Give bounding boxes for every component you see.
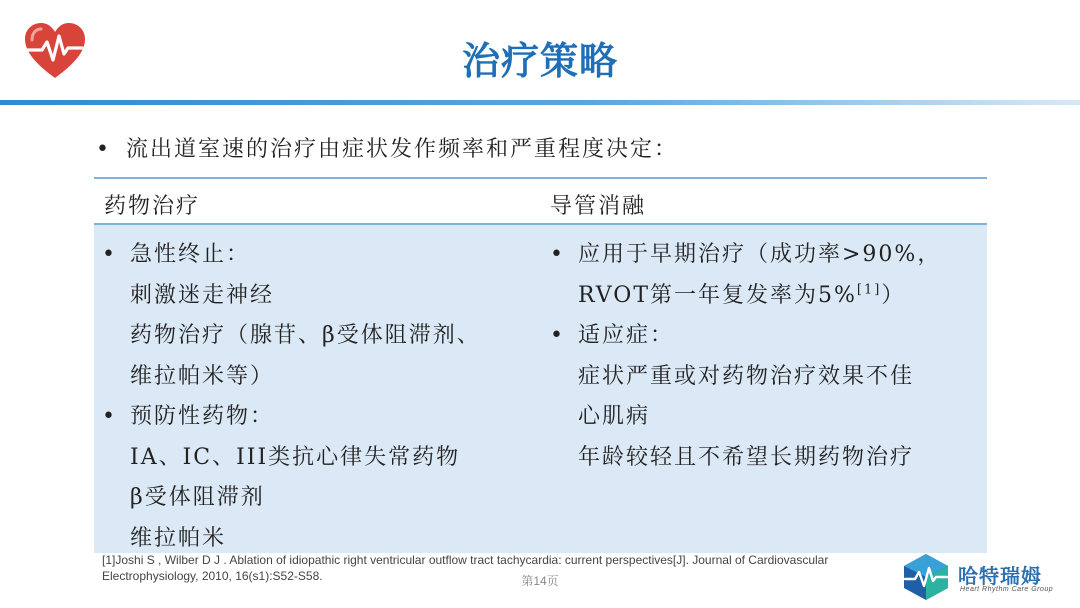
intro-text [96,132,678,163]
list-item: • 适应症： [550,323,675,348]
list-item: 心肌病 [578,404,651,429]
page-number: 第14页 [521,574,559,588]
catheter-ablation-column [542,235,941,478]
list-item: 刺激迷走神经 [130,282,275,308]
bullet-icon: • [96,137,111,162]
header-drug-therapy: 药物治疗 [104,194,201,219]
list-item: • 预防性药物： [102,404,275,429]
table-body [94,225,987,553]
list-item: 维拉帕米 [130,525,227,551]
list-item: 药物治疗（腺苷、β受体阻滞剂、 [130,323,481,348]
list-item: β受体阻滞剂 [130,485,265,510]
drug-therapy-column [94,235,481,559]
list-item: • 急性终止： [102,242,251,267]
list-item: 维拉帕米等） [130,363,275,389]
list-item: • 应用于早期治疗（成功率>90%， [550,242,942,267]
list-item: IA、IC、III类抗心律失常药物 [130,444,461,470]
reference-footnote: [1]Joshi S , Wilber D J . Ablation of idiopathic right ventricular outflow tract tachycardia: current perspectives[J]. Journal of Cardiovascular Electrophysiology, 2010, 16(s1):S52-S58. [102,553,829,583]
brand-subtitle: Heart Rhythm Care Group [960,586,1054,593]
list-item: RVOT第一年复发率为5%[1]） [578,282,906,308]
brand-name: 哈特瑞姆 [958,564,1042,588]
table-header [94,177,987,225]
intro-label: 流出道室速的治疗由症状发作频率和严重程度决定： [126,137,679,162]
list-item: 年龄较轻且不希望长期药物治疗 [578,444,915,470]
list-item: 症状严重或对药物治疗效果不佳 [578,363,915,389]
hexagon-ecg-icon [900,552,952,602]
header-catheter-ablation: 导管消融 [550,194,647,219]
treatment-table [94,177,987,553]
citation-ref: [1] [856,282,882,298]
slide-title: 治疗策略 [461,39,618,83]
title-divider [0,100,1080,105]
